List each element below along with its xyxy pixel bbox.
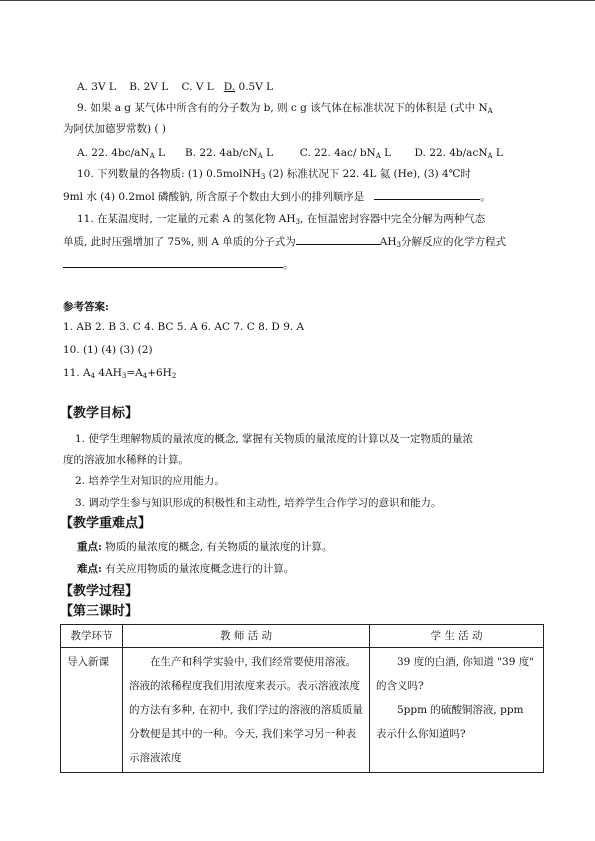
q8-option-c: C. V L	[181, 81, 214, 93]
key-point-label: 重点:	[77, 541, 102, 553]
q9-line2: 为阿伏加德罗常数) ( )	[63, 123, 166, 135]
goal-1-line2: 度的溶液加水稀释的计算。	[63, 454, 189, 466]
difficult-point-label: 难点:	[77, 563, 102, 575]
key-point: 重点: 物质的量浓度的概念, 有关物质的量浓度的计算。	[77, 541, 333, 553]
q8-option-b: B. 2V L	[129, 81, 169, 93]
student-activity-p2: 5ppm 的硫酸铜溶液, ppm 表示什么你知道吗?	[376, 704, 524, 740]
q11-formula-blank[interactable]	[296, 234, 380, 245]
goals-heading: 【教学目标】	[60, 406, 139, 421]
q9-option-b: B. 22. $4ab/cN_A$ L	[184, 147, 274, 160]
cell-student-activity	[370, 648, 544, 773]
q11-line1: 11. 在某温度时, 一定量的元素 A 的氢化物 $AH_3$, 在恒温密封容器中完全分解为两种气态	[77, 213, 486, 226]
cell-teacher-activity: 在生产和科学实验中, 我们经常要使用溶液。溶液的浓稀程度我们用浓度来表示。表示溶液浓度的方法有多种, 在初中, 我们学过的溶液的溶质质量分数便是其中的一种。今天, 我们来学习另一种表示溶液浓度	[123, 648, 370, 773]
q11-line3: 。	[63, 257, 294, 272]
q11-equation-blank[interactable]	[63, 257, 283, 268]
page-top-border	[0, 0, 595, 1]
q10-line1: 10. 下列数量的各物质: (1) 0.5molNH$_3$ (2) 标准状况下 22. 4L 氦 (He), (3) 4℃时	[77, 168, 471, 181]
key-points-heading: 【教学重难点】	[60, 516, 152, 531]
table-header-row	[61, 625, 544, 648]
header-teacher: 教 师 活 动	[123, 625, 370, 648]
process-heading: 【教学过程】	[60, 584, 139, 599]
q10-answer-blank[interactable]	[374, 189, 480, 200]
q8-option-d-label: D.	[223, 81, 236, 93]
q9-subscript: A	[487, 107, 493, 115]
answers-heading: 参考答案:	[63, 301, 109, 313]
goal-2: 2. 培养学生对知识的应用能力。	[75, 475, 225, 487]
answers-row3: 11. $A_4$ $4AH_3=A_4+6H_2$	[63, 367, 177, 380]
q11-line2: 单质, 此时压强增加了 75%, 则 A 单质的分子式为 $AH_3$分解反应的化学方程式	[63, 236, 507, 249]
q9-option-a: A. 22. $4bc/aN_A$ L	[77, 147, 165, 160]
q9-options	[77, 146, 503, 163]
lesson-table	[60, 624, 544, 773]
difficult-point: 难点: 有关应用物质的量浓度概念进行的计算。	[77, 563, 295, 575]
cell-stage: 导入新课	[61, 648, 123, 773]
goal-1-line1: 1. 使学生理解物质的量浓度的概念, 掌握有关物质的量浓度的计算以及一定物质的量浓	[75, 433, 474, 445]
student-activity-p1: 39 度的白酒, 你知道 "39 度" 的含义吗?	[376, 656, 535, 692]
header-stage: 教学环节	[61, 625, 123, 648]
q8-options	[77, 80, 273, 94]
q9-option-c: C. 22. 4ac/ $bN_A$ L	[299, 147, 392, 160]
answers-row2: 10. (1) (4) (3) (2)	[63, 344, 153, 356]
goal-3: 3. 调动学生参与知识形成的积极性和主动性, 培养学生合作学习的意识和能力。	[75, 497, 442, 509]
q9-option-d: D. 22. 4b/acN$_A$ L	[414, 147, 503, 160]
answers-row1: 1. AB 2. B 3. C 4. BC 5. A 6. AC 7. C 8. D 9. A	[63, 321, 305, 333]
q9-text: 9. 如果 a g 某气体中所含有的分子数为 b, 则 c g 该气体在标准状况下的体积是 (式中 N	[77, 102, 488, 114]
header-student: 学 生 活 动	[370, 625, 544, 648]
q9-line1	[77, 101, 493, 118]
q10-line2: 9ml 水 (4) 0.2mol 磷酸钠, 所含原子个数由大到小的排列顺序是 。	[63, 191, 491, 203]
table-row	[61, 648, 544, 773]
session-heading: 【第三课时】	[60, 604, 139, 619]
q8-option-d-value: 0.5V L	[238, 81, 274, 93]
q8-option-a: A. 3V L	[77, 81, 116, 93]
